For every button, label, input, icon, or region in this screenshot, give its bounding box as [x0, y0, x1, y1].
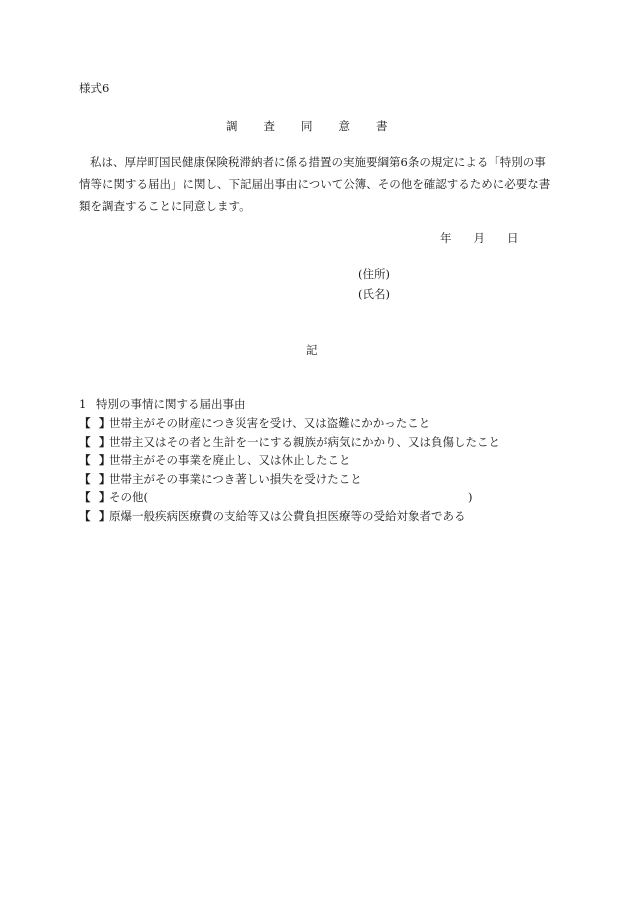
reason-text: 世帯主がその事業につき著しい損失を受けたこと [109, 471, 362, 486]
form-number: 様式6 [79, 81, 110, 95]
address-label: (住所) [358, 267, 390, 281]
title-char: 同 [301, 119, 313, 133]
checkbox-bracket-open[interactable]: 【 [79, 471, 91, 486]
reason-item [79, 414, 500, 433]
other-close-paren: ) [468, 490, 473, 504]
title-char: 査 [263, 119, 275, 133]
document-title [226, 118, 388, 134]
reason-item [79, 451, 500, 470]
reason-list [79, 414, 500, 525]
checkbox-bracket-close[interactable]: 】 [99, 471, 111, 486]
checkbox-bracket-close[interactable]: 】 [99, 416, 111, 430]
reason-text: 原爆一般疾病医療費の支給等又は公費負担医療等の受給対象者である [109, 508, 466, 523]
date-year-label: 年 [440, 231, 452, 245]
title-char: 意 [338, 119, 350, 133]
reason-item-other [79, 488, 500, 507]
reason-text: 世帯主がその財産につき災害を受け、又は盗難にかかったこと [109, 416, 431, 430]
checkbox-bracket-close[interactable]: 】 [99, 508, 111, 523]
checkbox-bracket-open[interactable]: 【 [79, 453, 91, 467]
section-heading-text: 特別の事情に関する届出事由 [96, 397, 246, 411]
checkbox-bracket-open[interactable]: 【 [79, 434, 91, 449]
checkbox-bracket-close[interactable]: 】 [99, 434, 111, 449]
title-char: 書 [376, 119, 388, 133]
checkbox-bracket-open[interactable]: 【 [79, 508, 91, 523]
reason-text: その他( [109, 490, 148, 504]
title-char: 調 [226, 119, 238, 133]
checkbox-bracket-open[interactable]: 【 [79, 490, 91, 504]
checkbox-bracket-close[interactable]: 】 [99, 453, 111, 467]
date-month-label: 月 [473, 231, 485, 245]
reason-item [79, 507, 500, 526]
date-day-label: 日 [507, 231, 519, 245]
reason-item [79, 470, 500, 489]
reason-text: 世帯主又はその者と生計を一にする親族が病気にかかり、又は負傷したこと [109, 434, 500, 449]
ki-label: 記 [306, 343, 318, 357]
section-number: 1 [79, 397, 87, 411]
reason-item [79, 433, 500, 452]
checkbox-bracket-open[interactable]: 【 [79, 416, 91, 430]
name-label: (氏名) [358, 287, 390, 301]
section-heading [79, 396, 246, 412]
consent-body-text: 私は、厚岸町国民健康保険税滞納者に係る措置の実施要綱第6条の規定による「特別の事情等に関する届出」に関し、下記届出事由について公簿、その他を確認するために必要な書類を調査することに同意します。 [79, 155, 551, 213]
date-line [440, 230, 519, 246]
reason-text: 世帯主がその事業を廃止し、又は休止したこと [109, 453, 351, 467]
checkbox-bracket-close[interactable]: 】 [99, 490, 111, 504]
